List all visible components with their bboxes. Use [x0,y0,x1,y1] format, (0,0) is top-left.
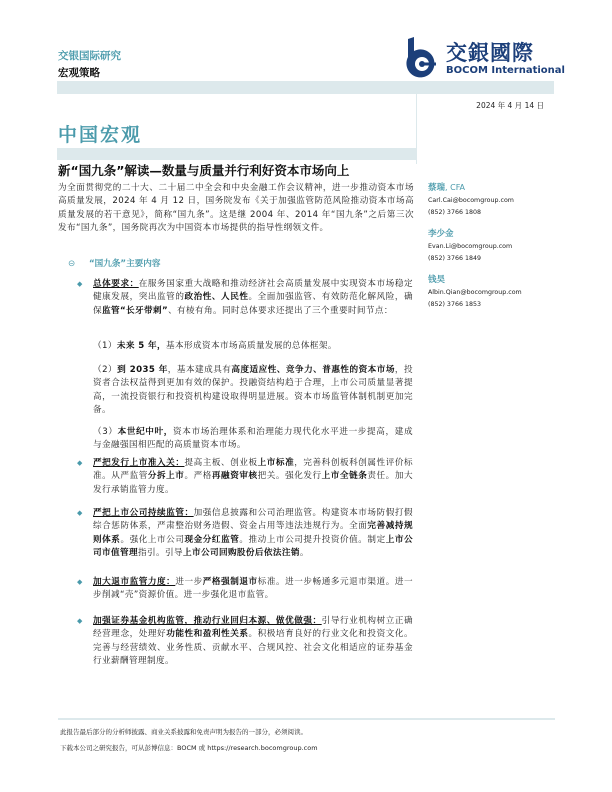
section-title: “国九条”主要内容 [89,259,161,269]
analyst-card [428,182,514,219]
bullet-icon: ◆ [77,578,83,586]
footer-download: 下载本公司之研究报告，可从彭博信息：BOCM 或 https://research.bocomgroup.com [60,744,318,752]
item-lead: 严把上市公司持续监管： [93,508,194,518]
item-text: 。 [299,548,309,559]
item-text: 基本形成资本市场高质量发展的总体框架。 [166,341,337,351]
item-lead: 加强证券基金机构监管，推动行业回归本源、做优做强： [93,616,322,626]
item-text: 。强化上市公司 [120,534,185,545]
bocom-logo [402,37,572,79]
item-text: 指引。引导 [137,548,183,559]
item-text: 标准。进一步畅通多元退市渠道。进一步削减“壳”资源价值。进一步强化退市监管。 [93,577,414,601]
item-text: 进一步 [175,577,203,587]
report-date: 2024 年 4 月 14 日 [476,101,544,110]
analyst-name: 钱昊 [428,275,446,285]
item-text: 资本市场治理体系和治理能力现代化水平进一步提高，建成与金融强国相匹配的高质量资本市场。 [93,427,413,451]
item-text: 在服务国家重大战略和推动经济社会高质量发展中实现资本市场稳定健康发展，突出监管的 [93,279,413,303]
emphasis-text: 监管“长牙带刺” [102,305,169,316]
analyst-phone: (852) 3766 1808 [428,209,481,216]
item-text: ，基本建成具有 [167,365,232,375]
section-heading [68,257,160,269]
bullet-icon: ◆ [77,280,83,288]
emphasis-text: 到 2035 年 [117,365,168,375]
logo-text-en: BOCOM International [446,65,565,76]
item-text: （3） [93,427,118,437]
item-text: 提高主板、创业板 [184,458,258,468]
list-item [77,576,414,603]
analyst-card [428,228,512,265]
item-text: 。推动上市公司提升投资价值。制定 [239,534,386,545]
item-text: ，投资者合法权益得到更加有效的保护。投融资结构趋于合理，上市公司质量显著提高，一流投资银行和投资机构建设取得明显进展。资本市场监管体制机制更加完备。 [93,365,414,416]
bocom-logo-icon [402,37,442,79]
logo-text-cn: 交銀國際 [446,41,534,65]
analyst-phone: (852) 3766 1853 [428,301,481,308]
list-item [77,457,413,497]
footer-divider [58,718,555,720]
emphasis-text: 本世纪中叶， [117,427,174,437]
item-text: （2） [93,365,118,375]
column-divider [416,94,417,164]
bullet-icon: ◆ [77,509,83,517]
emphasis-text: 上市全链条 [321,471,368,482]
timeline-point [93,340,413,353]
emphasis-text: 上市标准 [257,458,295,468]
emphasis-text: 现金分红监管 [184,534,240,545]
analyst-card [428,274,522,311]
emphasis-text: 功能性和盈利性关系 [166,629,249,640]
item-text: 引导行业机构树立正确经营理念，处理好 [93,616,413,640]
title-band [57,148,416,160]
footer-disclaimer: 此报告最后部分的分析师披露、商业关系披露和免责声明为报告的一部分，必须阅读。 [60,728,307,736]
analyst-email[interactable]: Albin.Qian@bocomgroup.com [428,289,522,296]
item-text: 加强信息披露和公司治理监管。构建资本市场防假打假综合惩防体系，严肃整治财务造假、资金占用等违法违规行为。全面 [93,508,413,532]
analyst-email[interactable]: Evan.Li@bocomgroup.com [428,243,513,250]
item-text: 、有棱有角。同时总体要求还提出了三个重要时间节点： [168,305,393,316]
headline: 新“国九条”解读—数量与质量并行利好资本市场向上 [58,163,350,178]
item-lead: 总体要求： [93,279,139,289]
emphasis-text: 分拆上市 [147,471,185,482]
intro-paragraph: 为全面贯彻党的二十大、二十届二中全会和中央金融工作会议精神，进一步推动资本市场高质量发展，2024 年 4 月 12 日，国务院发布《关于加强监管防范风险推动资本市场高质量发展的若干意见》，简称“国九条”。这是继 2004 年、2014 年“国九条”之后第三次发布“国九条”，国务院再次为中国资本市场提供的指导性纲领文件。 [58,183,414,234]
timeline-point [93,364,413,418]
analyst-email[interactable]: Carl.Cai@bocomgroup.com [428,197,514,204]
item-text: （1） [93,341,117,351]
list-item [77,278,413,318]
item-text: 。严格 [184,471,212,482]
report-series: 宏观策略 [58,67,100,79]
analyst-name: 蔡瑞 [428,183,446,193]
item-text: 。积极培育良好的行业文化和投资文化。完善与经营绩效、业务性质、贡献水平、合规风控、社会文化相适应的证券基金行业薪酬管理制度。 [93,629,414,667]
emphasis-text: 完善减持规则体系 [93,521,413,545]
emphasis-text: 上市公司市值管理 [93,534,414,559]
emphasis-text: 上市公司回购股份后依法注销 [182,548,300,559]
emphasis-text: 高度适应性、竞争力、普惠性的资本市场 [231,365,395,375]
sector-title: 中国宏观 [58,124,143,146]
circle-minus-icon: ⊝ [68,259,76,269]
item-lead: 严把发行上市准入关： [93,458,185,468]
emphasis-text: 未来 5 年， [116,341,166,351]
item-text: 。全面加强监管、有效防范化解风险，确保 [93,292,413,316]
item-lead: 加大退市监管力度： [93,577,176,587]
analyst-title: , CFA [445,183,466,192]
org-name: 交银国际研究 [58,50,121,62]
bullet-icon: ◆ [77,459,83,467]
timeline-point [93,426,413,453]
item-text: ，完善科创板科创属性评价标准。从严监管 [93,458,413,482]
item-text: 把关。强化发行 [257,471,322,482]
list-item [77,615,414,669]
header-band [57,81,554,94]
bullet-icon: ◆ [77,617,83,625]
emphasis-text: 再融资审核 [211,471,258,482]
list-item [77,507,414,561]
analyst-phone: (852) 3766 1849 [428,255,481,262]
emphasis-text: 严格强制退市 [202,577,258,587]
emphasis-text: 政治性、人民性 [184,292,249,303]
item-text: 责任。加大发行承销监管力度。 [93,471,413,495]
analyst-name: 李少金 [428,229,454,239]
